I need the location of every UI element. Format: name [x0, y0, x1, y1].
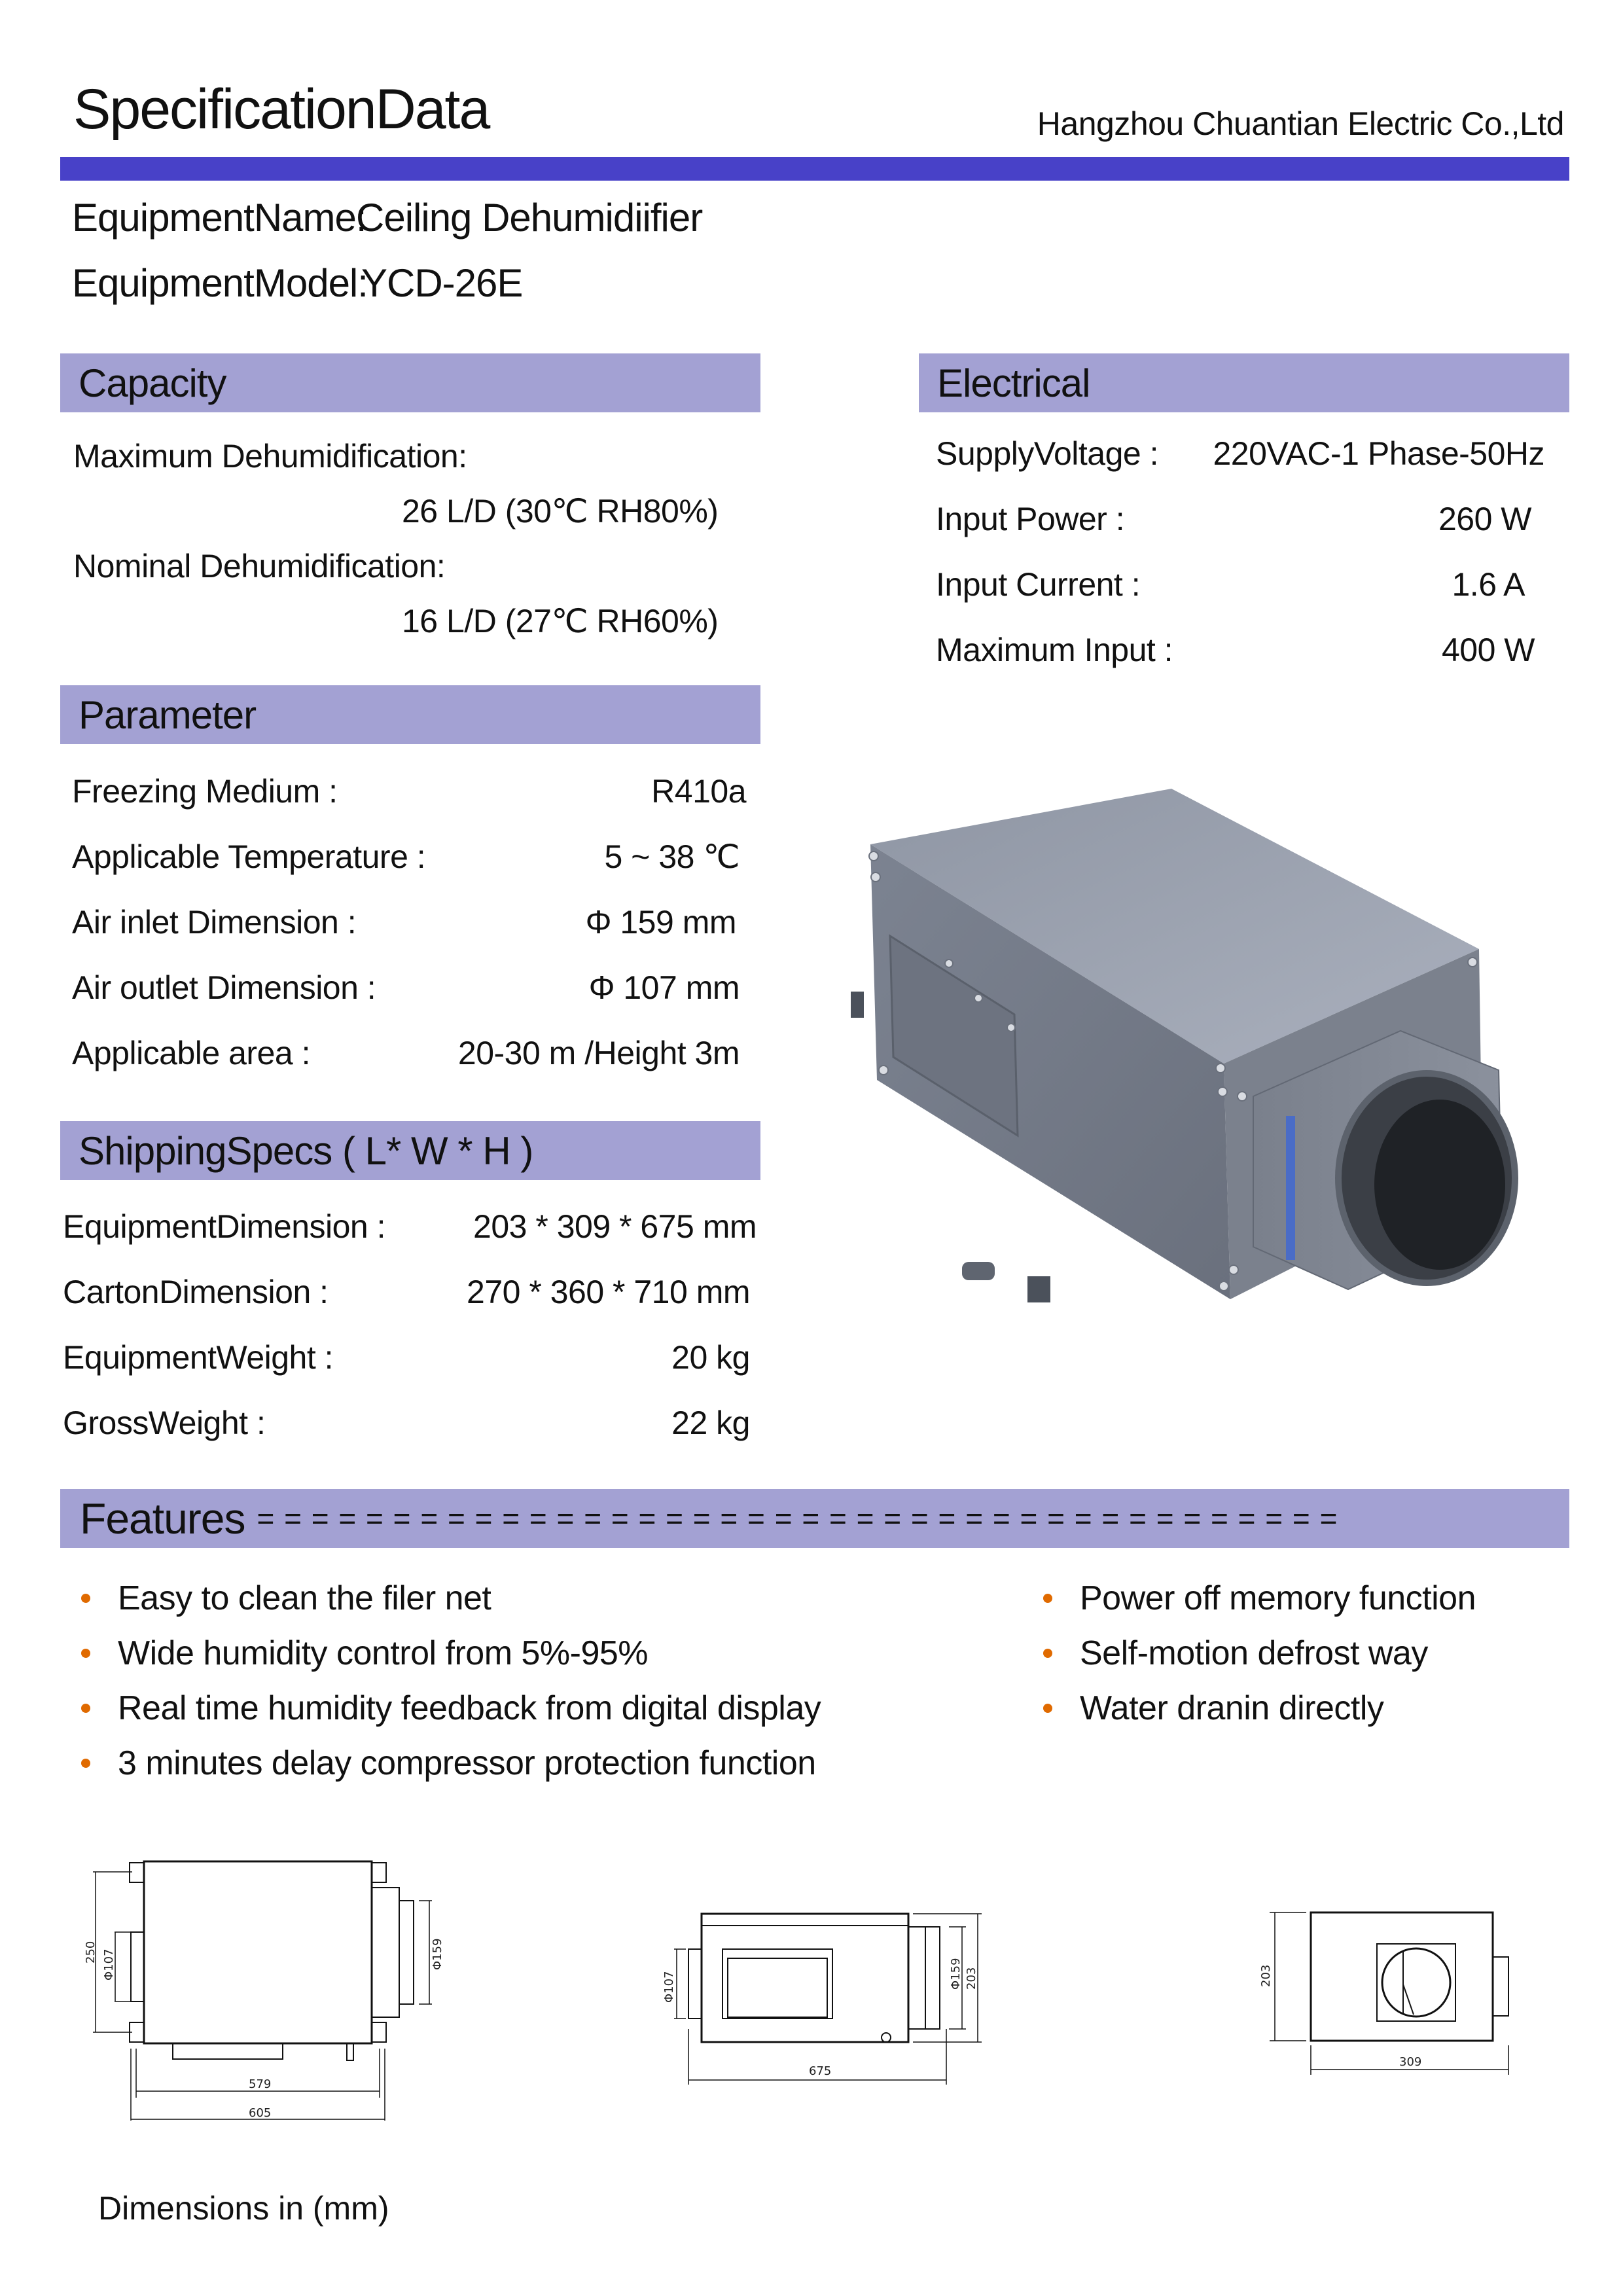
parameter-row — [72, 772, 746, 810]
features-divider: = = = = = = = = = = = = = = = = = = = = = = = = = = = = = = = = = = = = = = = = — [257, 1501, 1338, 1535]
parameter-value: Φ 159 mm — [585, 904, 736, 941]
shipping-section — [60, 1121, 760, 1180]
dimension-drawings — [79, 1833, 1571, 2134]
capacity-nominal-value: 16 L/D (27℃ RH60%) — [402, 603, 719, 639]
bullet-icon — [81, 1759, 90, 1768]
side-view-drawing — [662, 1914, 982, 2085]
electrical-label: Input Power : — [936, 501, 1125, 537]
parameter-row — [72, 903, 736, 941]
side-view-inlet-label: Φ159 — [949, 1958, 963, 1990]
electrical-value: 260 W — [1438, 501, 1531, 537]
capacity-nominal-label: Nominal Dehumidification: — [73, 548, 446, 584]
shipping-label: EquipmentDimension : — [63, 1208, 386, 1245]
electrical-row — [936, 631, 1535, 669]
equipment-name-line — [72, 195, 702, 240]
shipping-row — [63, 1338, 750, 1376]
equipment-name-value: Ceiling Dehumidiifier — [356, 196, 703, 240]
equipment-model-line — [72, 260, 522, 306]
electrical-label: Input Current : — [936, 566, 1141, 603]
features-section — [60, 1489, 1569, 1548]
side-view-outlet-label: Φ107 — [662, 1971, 676, 2003]
shipping-row — [63, 1208, 757, 1246]
parameter-row — [72, 1034, 740, 1072]
shipping-label: CartonDimension : — [63, 1274, 329, 1310]
features-list-left — [60, 1571, 821, 1791]
feature-item — [60, 1571, 821, 1626]
shipping-row — [63, 1273, 750, 1311]
top-view-outer-width-label: 605 — [249, 2106, 272, 2120]
electrical-label: SupplyVoltage : — [936, 435, 1158, 472]
parameter-header: Parameter — [60, 685, 760, 744]
top-view-inlet-label: Φ159 — [431, 1938, 444, 1970]
electrical-value: 220VAC-1 Phase-50Hz — [1213, 435, 1544, 472]
feature-item — [1022, 1571, 1476, 1626]
parameter-section — [60, 685, 760, 744]
bullet-icon — [1043, 1649, 1052, 1658]
parameter-value: 20-30 m /Height 3m — [457, 1035, 740, 1071]
company-name: Hangzhou Chuantian Electric Co.,Ltd — [1037, 105, 1564, 142]
top-view-height-label: 250 — [84, 1941, 98, 1964]
dimensions-note: Dimensions in (mm) — [98, 2190, 389, 2227]
bullet-icon — [81, 1594, 90, 1603]
parameter-label: Air outlet Dimension : — [72, 969, 376, 1006]
bullet-icon — [1043, 1594, 1052, 1603]
shipping-row — [63, 1404, 750, 1442]
parameter-row — [72, 969, 740, 1007]
parameter-label: Applicable area : — [72, 1035, 310, 1071]
capacity-max-value: 26 L/D (30℃ RH80%) — [402, 493, 719, 529]
features-header — [60, 1489, 1569, 1548]
features-title: Features — [80, 1494, 245, 1543]
bullet-icon — [81, 1649, 90, 1658]
dehumidifier-illustration — [851, 772, 1558, 1335]
feature-text: Self-motion defrost way — [1080, 1634, 1428, 1672]
feature-item — [60, 1681, 821, 1736]
top-view-inner-width-label: 579 — [249, 2077, 272, 2091]
feature-text: 3 minutes delay compressor protection function — [118, 1744, 816, 1782]
electrical-label: Maximum Input : — [936, 632, 1173, 668]
end-view-drawing — [1259, 1912, 1508, 2075]
end-view-width-label: 309 — [1399, 2055, 1422, 2069]
parameter-value: Φ 107 mm — [588, 969, 740, 1006]
feature-text: Power off memory function — [1080, 1579, 1476, 1617]
electrical-section — [919, 353, 1569, 412]
product-image — [851, 772, 1558, 1335]
electrical-row — [936, 565, 1525, 603]
electrical-row — [936, 500, 1531, 538]
page-title: SpecificationData — [73, 78, 490, 141]
capacity-header: Capacity — [60, 353, 760, 412]
side-view-height-label: 203 — [965, 1967, 978, 1990]
electrical-row — [936, 435, 1544, 473]
equipment-model-value: YCD-26E — [361, 261, 523, 305]
shipping-value: 203 * 309 * 675 mm — [473, 1208, 757, 1245]
feature-text: Wide humidity control from 5%-95% — [118, 1634, 649, 1672]
parameter-row — [72, 838, 740, 876]
shipping-value: 20 kg — [671, 1339, 750, 1376]
equipment-name-label: EquipmentName: — [72, 196, 366, 240]
electrical-value: 400 W — [1441, 632, 1535, 668]
parameter-value: R410a — [651, 773, 746, 810]
equipment-model-label: EquipmentModel: — [72, 261, 368, 305]
technical-drawings — [79, 1833, 1571, 2134]
parameter-label: Applicable Temperature : — [72, 838, 426, 875]
bullet-icon — [81, 1704, 90, 1713]
parameter-value: 5 ~ 38 ℃ — [604, 838, 740, 875]
feature-item — [60, 1736, 821, 1791]
parameter-label: Freezing Medium : — [72, 773, 338, 810]
header-divider-bar — [60, 157, 1569, 181]
feature-text: Water dranin directly — [1080, 1689, 1384, 1727]
shipping-value: 22 kg — [671, 1405, 750, 1441]
end-view-height-label: 203 — [1259, 1964, 1273, 1987]
feature-item — [60, 1626, 821, 1681]
electrical-header: Electrical — [919, 353, 1569, 412]
side-view-length-label: 675 — [809, 2064, 832, 2078]
feature-item — [1022, 1626, 1476, 1681]
top-view-outlet-label: Φ107 — [102, 1948, 116, 1981]
electrical-value: 1.6 A — [1452, 566, 1525, 603]
capacity-section — [60, 353, 760, 412]
bullet-icon — [1043, 1704, 1052, 1713]
capacity-max-label: Maximum Dehumidification: — [73, 438, 467, 475]
top-view-drawing — [84, 1861, 444, 2121]
shipping-label: GrossWeight : — [63, 1405, 266, 1441]
feature-text: Real time humidity feedback from digital display — [118, 1689, 821, 1727]
shipping-value: 270 * 360 * 710 mm — [467, 1274, 750, 1310]
shipping-label: EquipmentWeight : — [63, 1339, 334, 1376]
features-list-right — [1022, 1571, 1476, 1736]
feature-item — [1022, 1681, 1476, 1736]
shipping-header: ShippingSpecs ( L* W * H ) — [60, 1121, 760, 1180]
parameter-label: Air inlet Dimension : — [72, 904, 357, 941]
feature-text: Easy to clean the filer net — [118, 1579, 491, 1617]
